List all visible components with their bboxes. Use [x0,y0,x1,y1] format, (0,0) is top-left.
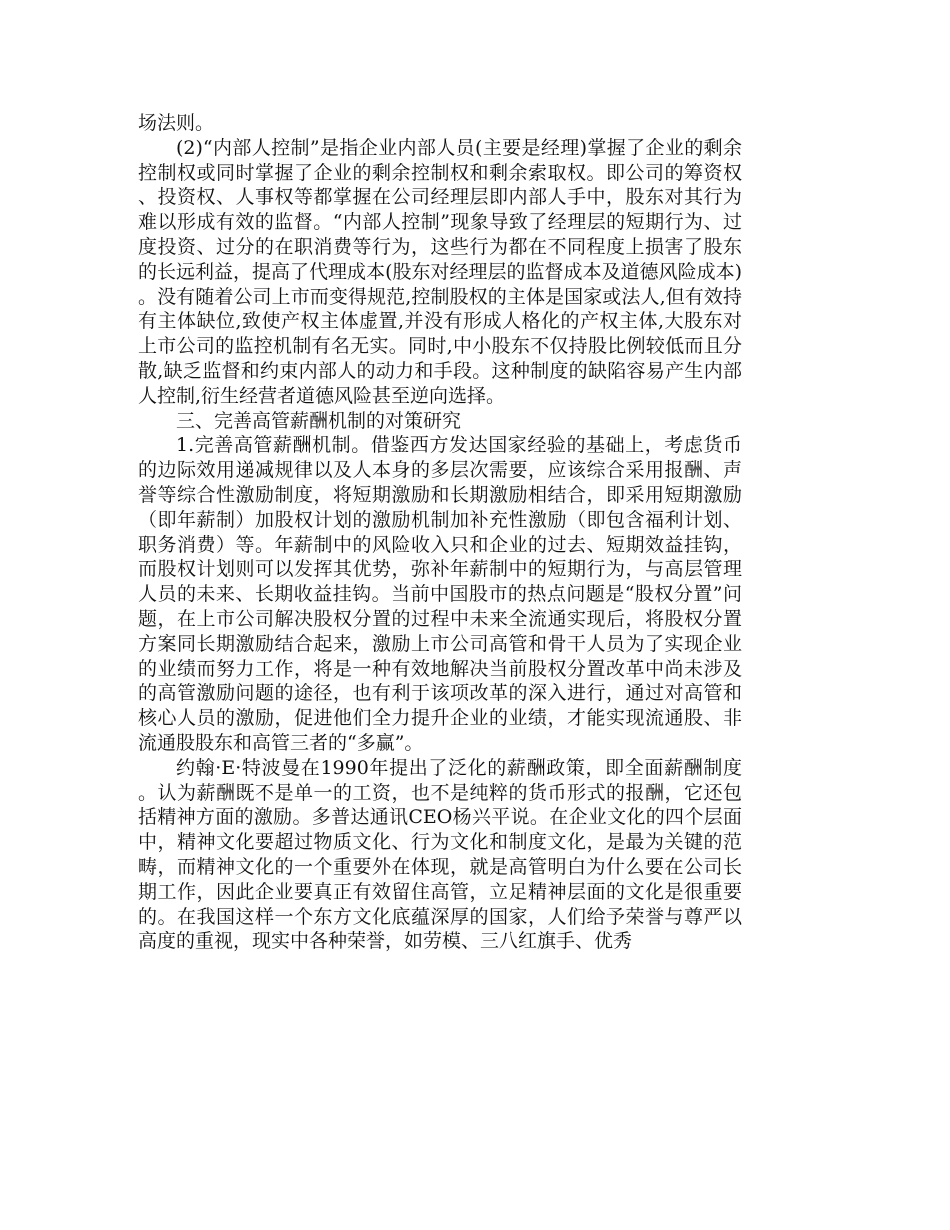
paragraph-improve-compensation: 1.完善高管薪酬机制。借鉴西方发达国家经验的基础上，考虑货币的边际效用递减规律以及人本身的多层次需要，应该综合采用报酬、声誉等综合性激励制度，将短期激励和长期激励相结合，即采用短期激励（即年薪制）加股权计划的激励机制加补充性激励（即包含福利计划、职务消费）等。年薪制中的风险收入只和企业的过去、短期效益挂钩，而股权计划则可以发挥其优势，弥补年薪制中的短期行为，与高层管理人员的未来、长期收益挂钩。当前中国股市的热点问题是“股权分置”问题，在上市公司解决股权分置的过程中未来全流通实现后，将股权分置方案同长期激励结合起来，激励上市公司高管和骨干人员为了实现企业的业绩而努力工作，将是一种有效地解决当前股权分置改革中尚未涉及的高管激励问题的途径，也有利于该项改革的深入进行，通过对高管和核心人员的激励，促进他们全力提升企业的业绩，才能实现流通股、非流通股股东和高管三者的“多赢”。 [138,434,742,754]
paragraph-continuation: 场法则。 [138,112,215,134]
paragraph-total-compensation: 约翰·E·特波曼在1990年提出了泛化的薪酬政策，即全面薪酬制度。认为薪酬既不是单一的工资，也不是纯粹的货币形式的报酬，它还包括精神方面的激励。多普达通讯CEO杨兴平说。在企业文化的四个层面中，精神文化要超过物质文化、行为文化和制度文化，是最为关键的范畴，而精神文化的一个重要外在体现，就是高管明白为什么要在公司长期工作，因此企业要真正有效留住高管，立足精神层面的文化是很重要的。在我国这样一个东方文化底蕴深厚的国家，人们给予荣誉与尊严以高度的重视，现实中各种荣誉，如劳模、三八红旗手、优秀 [138,756,742,953]
paragraph-insider-control: (2)“内部人控制”是指企业内部人员(主要是经理)掌握了企业的剩余控制权或同时掌握了企业的剩余控制权和剩余索取权。即公司的筹资权、投资权、人事权等都掌握在公司经理层即内部人手中，股东对其行为难以形成有效的监督。“内部人控制”现象导致了经理层的短期行为、过度投资、过分的在职消费等行为，这些行为都在不同程度上损害了股东的长远利益，提高了代理成本(股东对经理层的监督成本及道德风险成本)。没有随着公司上市而变得规范,控制股权的主体是国家或法人,但有效持有主体缺位,致使产权主体虚置,并没有形成人格化的产权主体,大股东对上市公司的监控机制有名无实。同时,中小股东不仅持股比例较低而且分散,缺乏监督和约束内部人的动力和手段。这种制度的缺陷容易产生内部人控制,衍生经营者道德风险甚至逆向选择。 [138,136,742,407]
document-page [138,111,742,954]
section-heading-countermeasures: 三、完善高管薪酬机制的对策研究 [176,409,462,432]
